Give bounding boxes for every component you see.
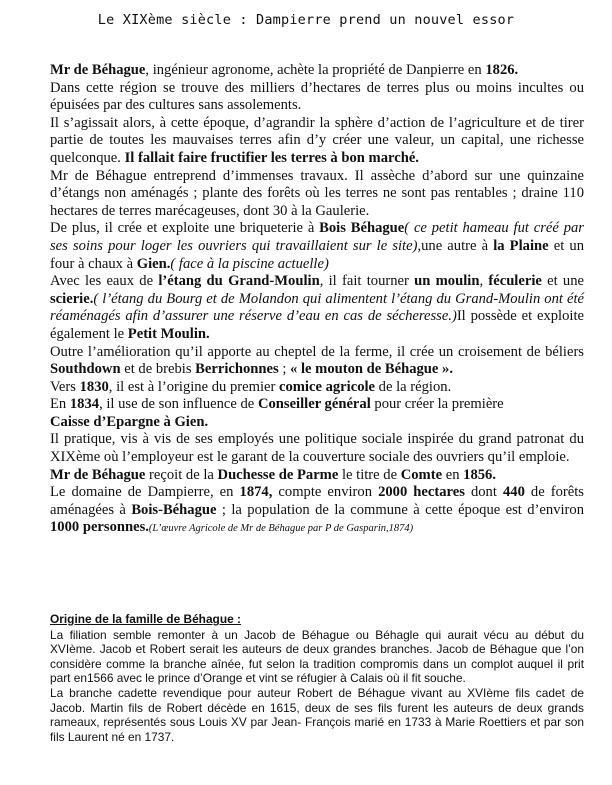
bold-name: Duchesse de Parme (217, 466, 339, 483)
text-span: de la région. (375, 378, 452, 395)
text-span: et un four à chaux à (50, 237, 584, 272)
bold-term: 440 (502, 484, 525, 501)
bold-term: scierie. (50, 290, 94, 307)
italic-note: ( l’étang du Bourg et de Molandon qui alimentent l’étang du Grand-Moulin ont été réaménagés afin d’assurer une réserve d’eau en cas de sécheresse.) (50, 290, 584, 325)
text-span: compte environ (272, 484, 379, 501)
text-span: et une (541, 273, 585, 290)
text-span: en (442, 466, 464, 483)
text-span: Il s’agissait alors, à cette époque, d’agrandir la sphère d’action de l’agriculture et de tirer partie de toutes les mauvaises terres afin d’y créer une valeur, un capital, une richesse quelconque. (50, 114, 584, 166)
text-span: , il fait tourner (319, 273, 415, 290)
bold-term: un moulin (414, 273, 480, 290)
text-span: , il est à l’origine du premier (108, 378, 279, 395)
bold-term: féculerie (488, 273, 542, 290)
bold-term: Conseiller général (257, 396, 371, 413)
page-title: Le XIXème siècle : Dampierre prend un nouvel essor (97, 12, 515, 28)
paragraph-4 (50, 220, 584, 273)
text-span: En (50, 396, 70, 413)
paragraph-1 (50, 62, 584, 115)
bold-term: Berrichonnes (195, 361, 279, 378)
bold-place: l’étang du Grand-Moulin (158, 273, 320, 290)
bold-year: 1856. (463, 466, 496, 483)
paragraph-5 (50, 273, 584, 343)
text-span: , ingénieur agronome, achète la propriété de Danpierre en (145, 62, 486, 78)
paragraph-9: Il pratique, vis à vis de ses employés une politique sociale inspirée du grand patronat du XIXème où l’employeur est le garant de la couverture sociale des ouvriers qu’il emploie. (50, 431, 584, 466)
paragraph-11 (50, 484, 584, 538)
bold-year: 1830 (79, 378, 109, 395)
bold-place: Bois Béhague (319, 220, 405, 237)
origin-paragraph-2: La branche cadette revendique pour auteur Robert de Béhague vivant au XVIème fils cadet de Jacob. Martin fils de Robert décède en 1615, deux de ses fils furent les auteurs de deux grands rameaux, représentés sous Louis XV par Jean- François marié en 1733 à Marie Roettiers et par son fils Laurent né en 1737. (50, 685, 584, 744)
bold-year: 1874, (239, 484, 273, 501)
text-span: pour créer la première (370, 396, 504, 413)
paragraph-3: Mr de Béhague entreprend d’immenses travaux. Il assèche d’abord sur une quinzaine d’étangs non aménagés ; plante des forêts où les terres ne sont pas rentables ; draine 110 hectares de terres marécageuses, dont 30 à la Gaulerie. (50, 167, 584, 219)
bold-term: Caisse d’Epargne à Gien. (50, 413, 209, 430)
bold-place: Bois-Béhague (131, 501, 217, 518)
bold-place: Petit Moulin. (127, 325, 210, 342)
text-span: ,une autre à (417, 237, 494, 254)
paragraph-7 (50, 379, 584, 397)
text-span: ; la population de la commune à cette époque est d’environ (216, 501, 584, 518)
main-text (50, 62, 584, 538)
text-span: et de brebis (120, 361, 196, 378)
italic-note: ( face à la piscine actuelle) (170, 255, 329, 272)
paragraph-8 (50, 396, 584, 431)
bold-term: comice agricole (279, 378, 376, 395)
text-span: , il use de son influence de (99, 396, 258, 413)
text-span: Dans cette région se trouve des milliers d’hectares de terres plus ou moins incultes ou épuisées par des cultures sans assolements. (50, 79, 584, 114)
text-span: Avec les eaux de (50, 273, 159, 290)
text-span: le titre de (338, 466, 401, 483)
text-span: de forêts aménagées à (50, 484, 584, 518)
origin-section (50, 612, 584, 744)
text-span: De plus, il crée et exploite une briqueterie à (50, 220, 320, 237)
text-span: , (479, 273, 489, 290)
text-span: Vers (50, 378, 80, 395)
paragraph-2 (50, 115, 584, 168)
bold-year: 1834 (69, 396, 100, 413)
text-span: dont (464, 484, 503, 501)
bold-year: 1826. (485, 62, 519, 78)
text-span: reçoit de la (145, 466, 218, 483)
bold-phrase: Il fallait faire fructifier les terres à bon marché. (124, 149, 419, 166)
bold-term: Comte (400, 466, 443, 483)
bold-term: « le mouton de Béhague ». (290, 361, 453, 378)
italic-note: ( ce petit hameau fut créé par ses soins pour loger les ouvriers qui travaillaient sur le site) (50, 220, 584, 254)
paragraph-10 (50, 467, 584, 485)
text-span: ; (278, 361, 291, 378)
text-span: Outre l’amélioration qu’il apporte au cheptel de la ferme, il crée un croisement de béliers (50, 343, 584, 360)
bold-name: Mr de Béhague (50, 466, 146, 483)
text-span: Le domaine de Dampierre, en (50, 484, 240, 501)
bold-term: Southdown (50, 361, 121, 378)
bold-name: Mr de Béhague (50, 62, 146, 78)
origin-paragraph-1: La filiation semble remonter à un Jacob de Béhague ou Béhagle qui aurait vécu au début du XVIème. Jacob et Robert serait les auteurs de deux grandes branches. Jacob de Béhague que l’on considère comme la branche aînée, fut selon la tradition compromis dans un complot auquel il prit part en1566 avec le prince d’Orange et vint se réfugier à Calais où il fit souche. (50, 627, 584, 686)
bold-term: 2000 hectares (378, 484, 465, 501)
text-span: Il possède et exploite également le (50, 308, 584, 342)
bold-place: Gien. (136, 255, 171, 272)
source-citation: (L’œuvre Agricole de Mr de Béhague par P de Gasparin,1874) (148, 523, 414, 535)
origin-heading: Origine de la famille de Béhague : (50, 612, 241, 626)
bold-term: 1000 personnes. (50, 519, 149, 536)
bold-place: la Plaine (493, 237, 549, 254)
paragraph-6 (50, 344, 584, 379)
